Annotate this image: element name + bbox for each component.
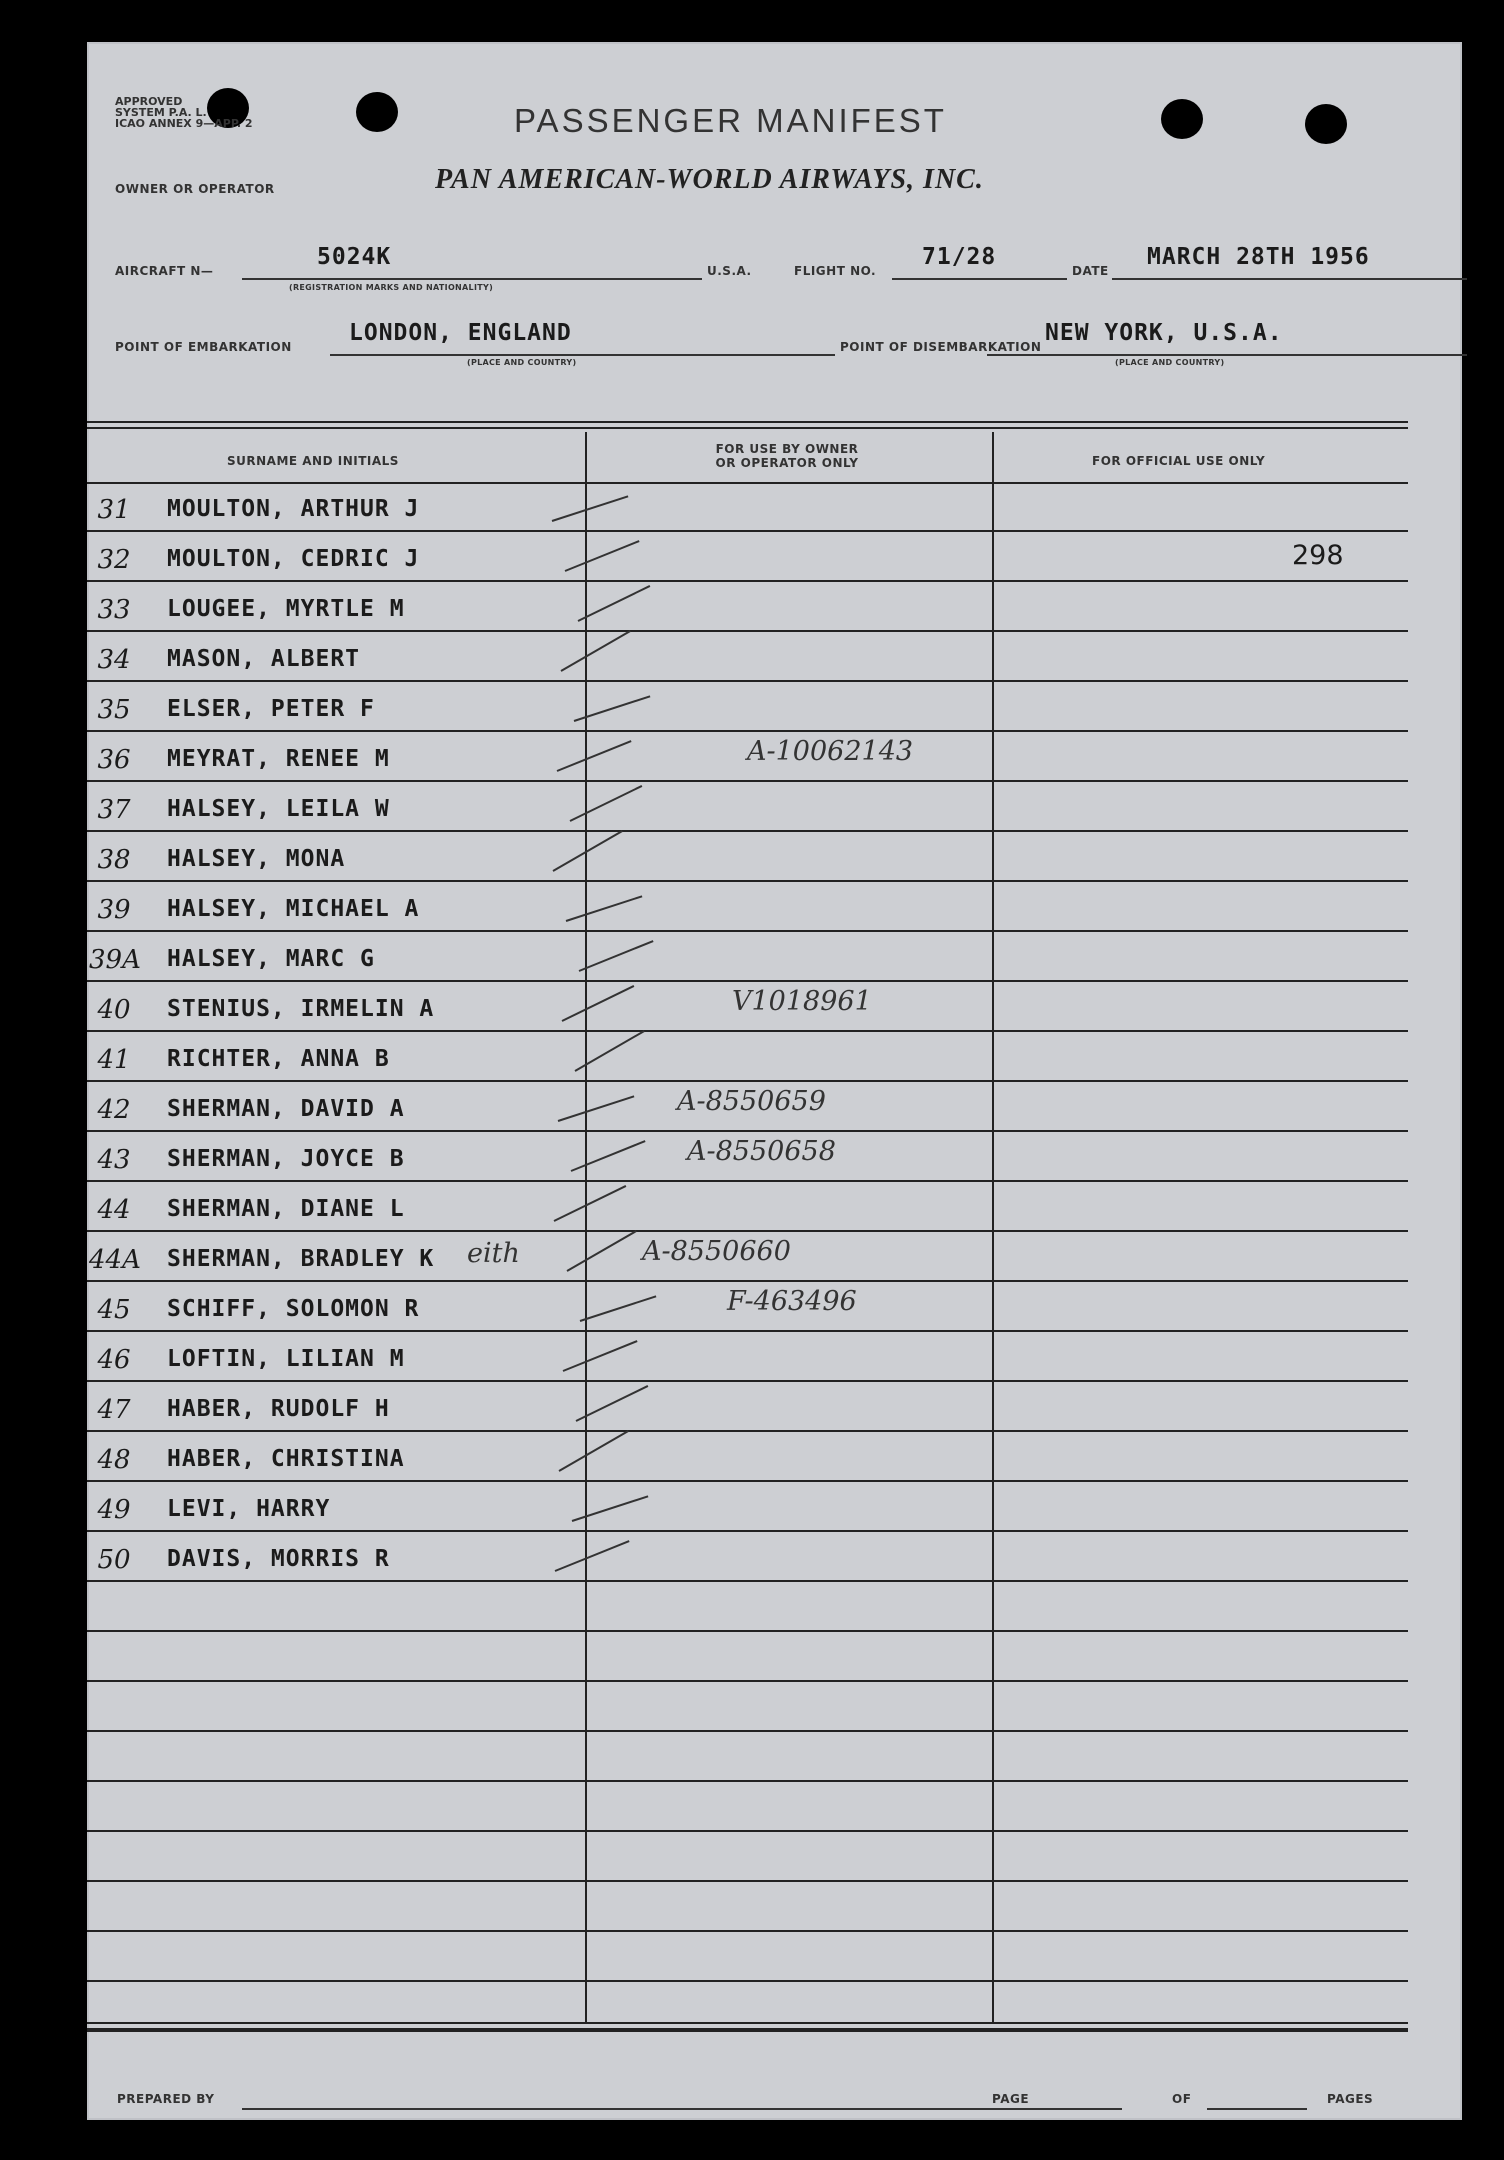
- passenger-number: 46: [97, 1345, 131, 1375]
- passenger-number: 47: [97, 1395, 131, 1425]
- table-row: [87, 1582, 1408, 1632]
- approval-line: APPROVED: [115, 95, 183, 108]
- check-mark: [561, 630, 631, 672]
- table-row: [87, 1682, 1408, 1732]
- passenger-number: 41: [97, 1045, 131, 1075]
- passport-number: A-10062143: [747, 736, 914, 767]
- table-row: [87, 482, 1408, 532]
- check-mark: [575, 1030, 645, 1072]
- of-label: OF: [1172, 2092, 1192, 2106]
- date-label: DATE: [1072, 264, 1109, 278]
- column-header-owner-line: OR OPERATOR ONLY: [715, 456, 859, 470]
- passport-number: A-8550659: [677, 1086, 826, 1117]
- passenger-number: 35: [97, 695, 131, 725]
- check-mark: [565, 540, 640, 572]
- page-label: PAGE: [992, 2092, 1030, 2106]
- prepared-by-label: PREPARED BY: [117, 2092, 215, 2106]
- flight-label: FLIGHT NO.: [794, 264, 877, 278]
- passenger-name: MOULTON, ARTHUR J: [167, 496, 420, 522]
- embarkation-caption: (PLACE AND COUNTRY): [467, 358, 577, 367]
- table-row: [87, 1132, 1408, 1182]
- table-row: [87, 1932, 1408, 1982]
- check-mark: [558, 1095, 635, 1122]
- passenger-number: 32: [97, 545, 131, 575]
- passenger-name: HALSEY, MONA: [167, 846, 346, 872]
- owner-label: OWNER OR OPERATOR: [115, 182, 275, 196]
- punch-hole: [1305, 104, 1347, 144]
- check-mark: [552, 495, 629, 522]
- passenger-number: 42: [97, 1095, 131, 1125]
- passenger-name: DAVIS, MORRIS R: [167, 1546, 390, 1572]
- passenger-number: 44: [97, 1195, 131, 1225]
- passenger-name: RICHTER, ANNA B: [167, 1046, 390, 1072]
- passenger-number: 37: [97, 795, 131, 825]
- table-row: [87, 682, 1408, 732]
- table-row: [87, 782, 1408, 832]
- check-mark: [563, 1340, 638, 1372]
- table-row: [87, 832, 1408, 882]
- approval-line: SYSTEM P.A. L.: [115, 106, 207, 119]
- table-row: [87, 1482, 1408, 1532]
- disembarkation-caption: (PLACE AND COUNTRY): [1115, 358, 1225, 367]
- passenger-number: 38: [97, 845, 131, 875]
- check-mark: [574, 695, 651, 722]
- official-note: 298: [1292, 540, 1344, 571]
- check-mark: [553, 830, 623, 872]
- check-mark: [562, 985, 635, 1022]
- check-mark: [554, 1185, 627, 1222]
- pages-label: PAGES: [1327, 2092, 1374, 2106]
- disembarkation-value: NEW YORK, U.S.A.: [1045, 320, 1283, 346]
- passenger-name: MOULTON, CEDRIC J: [167, 546, 420, 572]
- table-row: [87, 1782, 1408, 1832]
- handwritten-note: eith: [467, 1238, 520, 1269]
- passenger-number: 49: [97, 1495, 131, 1525]
- column-header-owner-line: FOR USE BY OWNER: [715, 442, 859, 456]
- check-mark: [578, 585, 651, 622]
- passenger-number: 31: [97, 495, 131, 525]
- passenger-number: 48: [97, 1445, 131, 1475]
- table-row: [87, 1632, 1408, 1682]
- table-row: [87, 582, 1408, 632]
- passenger-name: HALSEY, MARC G: [167, 946, 375, 972]
- table-row: [87, 532, 1408, 582]
- passenger-name: LEVI, HARRY: [167, 1496, 331, 1522]
- table-row: [87, 1382, 1408, 1432]
- table-row: [87, 882, 1408, 932]
- passenger-name: MASON, ALBERT: [167, 646, 361, 672]
- aircraft-label: AIRCRAFT N—: [115, 264, 214, 278]
- column-header-official: FOR OFFICIAL USE ONLY: [1092, 454, 1266, 468]
- table-row: [87, 1982, 1408, 2032]
- punch-hole: [356, 92, 398, 132]
- table-row: [87, 632, 1408, 682]
- passenger-name: SHERMAN, JOYCE B: [167, 1146, 405, 1172]
- passenger-name: SHERMAN, DIANE L: [167, 1196, 405, 1222]
- passenger-name: HABER, RUDOLF H: [167, 1396, 390, 1422]
- passenger-name: HABER, CHRISTINA: [167, 1446, 405, 1472]
- date-value: MARCH 28TH 1956: [1147, 244, 1370, 270]
- flight-value: 71/28: [922, 244, 997, 270]
- passport-number: V1018961: [732, 986, 872, 1017]
- passenger-name: HALSEY, MICHAEL A: [167, 896, 420, 922]
- check-mark: [566, 895, 643, 922]
- page-title: PASSENGER MANIFEST: [514, 102, 947, 139]
- approval-stamp: [115, 96, 253, 129]
- check-mark: [567, 1230, 637, 1272]
- passport-number: A-8550658: [687, 1136, 836, 1167]
- passenger-name: SHERMAN, DAVID A: [167, 1096, 405, 1122]
- manifest-page: [87, 42, 1462, 2120]
- check-mark: [571, 1140, 646, 1172]
- passenger-number: 39A: [89, 945, 141, 975]
- table-row: [87, 932, 1408, 982]
- passenger-number: 50: [97, 1545, 131, 1575]
- embarkation-value: LONDON, ENGLAND: [349, 320, 572, 346]
- aircraft-caption: (REGISTRATION MARKS AND NATIONALITY): [289, 283, 494, 292]
- table-row: [87, 1182, 1408, 1232]
- passenger-name: LOFTIN, LILIAN M: [167, 1346, 405, 1372]
- passport-number: F-463496: [727, 1286, 857, 1317]
- passport-number: A-8550660: [642, 1236, 791, 1267]
- passenger-number: 43: [97, 1145, 131, 1175]
- table-row: [87, 1082, 1408, 1132]
- check-mark: [576, 1385, 649, 1422]
- check-mark: [570, 785, 643, 822]
- table-row: [87, 732, 1408, 782]
- disembarkation-label: POINT OF DISEMBARKATION: [840, 340, 1042, 354]
- punch-hole: [1161, 99, 1203, 139]
- passenger-number: 40: [97, 995, 131, 1025]
- passenger-number: 44A: [89, 1245, 141, 1275]
- passenger-number: 34: [97, 645, 131, 675]
- check-mark: [579, 940, 654, 972]
- check-mark: [580, 1295, 657, 1322]
- table-row: [87, 1732, 1408, 1782]
- passenger-name: SHERMAN, BRADLEY K: [167, 1246, 435, 1272]
- passenger-name: ELSER, PETER F: [167, 696, 375, 722]
- table-row: [87, 1882, 1408, 1932]
- passenger-name: MEYRAT, RENEE M: [167, 746, 390, 772]
- table-row: [87, 1532, 1408, 1582]
- table-row: [87, 1832, 1408, 1882]
- embarkation-label: POINT OF EMBARKATION: [115, 340, 292, 354]
- approval-line: ICAO ANNEX 9—APP. 2: [115, 117, 253, 130]
- check-mark: [559, 1430, 629, 1472]
- passenger-number: 45: [97, 1295, 131, 1325]
- airline-name: PAN AMERICAN-WORLD AIRWAYS, INC.: [435, 164, 984, 195]
- passenger-name: HALSEY, LEILA W: [167, 796, 390, 822]
- usa-label: U.S.A.: [707, 264, 752, 278]
- check-mark: [572, 1495, 649, 1522]
- table-row: [87, 1032, 1408, 1082]
- table-row: [87, 1232, 1408, 1282]
- table-row: [87, 1282, 1408, 1332]
- table-row: [87, 1432, 1408, 1482]
- passenger-number: 36: [97, 745, 131, 775]
- passenger-number: 33: [97, 595, 131, 625]
- column-header-surname: SURNAME AND INITIALS: [227, 454, 399, 468]
- passenger-name: SCHIFF, SOLOMON R: [167, 1296, 420, 1322]
- passenger-name: STENIUS, IRMELIN A: [167, 996, 435, 1022]
- column-header-owner: [697, 442, 877, 470]
- check-mark: [557, 740, 632, 772]
- passenger-name: LOUGEE, MYRTLE M: [167, 596, 405, 622]
- table-row: [87, 1332, 1408, 1382]
- table-row: [87, 982, 1408, 1032]
- check-mark: [555, 1540, 630, 1572]
- aircraft-value: 5024K: [317, 244, 392, 270]
- passenger-number: 39: [97, 895, 131, 925]
